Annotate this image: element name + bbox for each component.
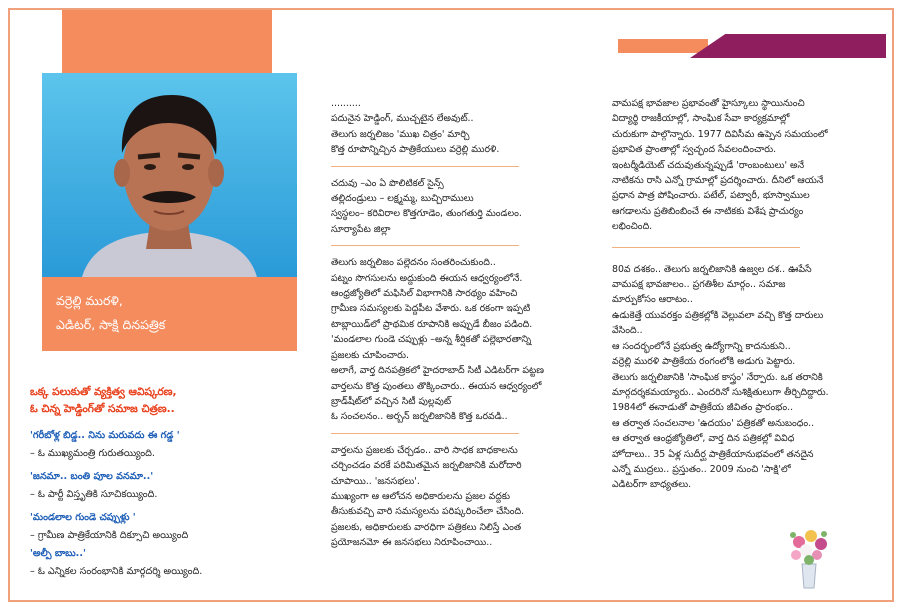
text-line: లభించింది. bbox=[612, 221, 653, 233]
text-line: చదువు –ఎం ఏ పొలిటికల్ సైన్స్ bbox=[331, 177, 444, 189]
text-line: చర్చించడం వరకే పరిమితమైన జర్నలిజానికి మరోదారి bbox=[331, 460, 522, 472]
portrait-illustration bbox=[42, 73, 297, 277]
right-section-career bbox=[612, 262, 882, 493]
text-line: ఆగడాలను ప్రతిబింబించే ఈ నాటికకు విశేష ప్రాచుర్యం bbox=[612, 205, 804, 217]
text-line: ప్రజలకు చూపించారు. bbox=[331, 349, 409, 361]
text-line: వామపక్ష భావజాలం.. ప్రగతిశీల మార్గం.. సమాజ bbox=[612, 279, 786, 291]
headline-item-note: – ఓ ఎన్నికల సంరంభానికి మార్గదర్శి అయ్యింది. bbox=[30, 566, 203, 577]
text-line: పట్నం సొగసులను అద్దుకుంది ఈయన ఆధ్వర్యంలోనే. bbox=[331, 272, 523, 284]
text-line: మార్గదర్శకమయ్యారు.. ఎందరినో సుశిక్షితులుగా తీర్చిదిద్దారు. bbox=[612, 386, 829, 398]
text-line: 1984లో ఈనాడుతో పాత్రికేయ జీవితం ప్రారంభం.. bbox=[612, 402, 794, 414]
text-line: తల్లిదండ్రులు – లక్ష్మమ్మ, బుచ్చిరాములు bbox=[331, 193, 474, 205]
text-line: నాటికను రాసి ఎన్నో గ్రామాల్లో ప్రదర్శించారు. దీనిలో ఆయనే bbox=[612, 175, 824, 187]
section-divider bbox=[331, 433, 519, 434]
middle-section-bio bbox=[331, 176, 586, 238]
text-line: చురుకుగా పాల్గొన్నారు. 1977 దివిసీమ ఉప్పెన సమయంలో bbox=[612, 128, 828, 140]
accent-bar-orange bbox=[618, 39, 708, 53]
bouquet-icon bbox=[784, 524, 834, 590]
section-divider bbox=[331, 245, 519, 246]
text-line: తెలుగు జర్నలిజం పల్లెదనం సంతరించుకుంది.. bbox=[331, 257, 496, 269]
text-line: ఇంటర్మీడియెట్ చదువుతున్నప్పుడే 'రాంబంటులు' అనే bbox=[612, 159, 805, 171]
text-line: వార్తలను కొత్త పుంతలు తొక్కించారు.. ఈయన ఆధ్వర్యంలో bbox=[331, 380, 542, 392]
text-line: వామపక్ష భావజాల ప్రభావంతో హైస్కూలు స్థాయినుంచి bbox=[612, 98, 805, 109]
text-line: ఆ తర్వాత ఆంధ్రజ్యోతిలో, వార్త దిన పత్రికల్లో వివిధ bbox=[612, 433, 795, 445]
text-line: ప్రజలకు, అధికారులకు వారధిగా పత్రికలు నిలిస్తే ఎంత bbox=[331, 521, 522, 533]
headline-item-note: – ఓ ముఖ్యమంత్రి గురుతయ్యింది. bbox=[30, 448, 155, 459]
nameplate bbox=[42, 277, 297, 351]
text-line: ఓ సంచలనం.. అర్బన్ జర్నలిజానికి కొత్త ఒరవడి.. bbox=[331, 411, 508, 423]
text-line: తెలుగు జర్నలిజం 'ముఖ చిత్రం' మార్చి bbox=[331, 128, 470, 140]
middle-section-rural-journalism bbox=[331, 255, 586, 424]
intro-quote-line-1: ఒక్క పలుకుతో వ్యక్తిత్వ ఆవిష్కరణ, bbox=[30, 386, 177, 398]
text-line: విద్యార్థి రాజకీయాల్లో, సాంఘిక సేవా కార్యక్రమాల్లో bbox=[612, 113, 790, 125]
text-line: ప్రభావిత ప్రాంతాల్లో స్వచ్ఛంద సేవలందించారు. bbox=[612, 144, 777, 156]
text-line: బ్రాడ్‌షీట్‌లో వచ్చిన సిటీ పుల్లవుట్ bbox=[331, 395, 452, 407]
left-column bbox=[30, 384, 300, 581]
text-line: వర్రెల్లి మురళి పాత్రికేయ రంగంలోకి అడుగు పెట్టారు. bbox=[612, 356, 796, 368]
portrait-photo bbox=[42, 73, 297, 277]
right-section-early-life bbox=[612, 96, 882, 235]
headline-item-title: 'జనమా.. బంతి పూల వనమా..' bbox=[30, 471, 154, 482]
person-name: వర్రెల్లి మురళి, bbox=[56, 293, 123, 308]
text-line: ఆ సందర్భంలోనే ప్రభుత్వ ఉద్యోగాన్ని కాదనుకుని.. bbox=[612, 340, 791, 352]
text-line: హోదాలు.. 35 ఏళ్ల సుదీర్ఘ పాత్రికేయానుభవంలో తనదైన bbox=[612, 448, 814, 460]
accent-bar-purple bbox=[690, 34, 886, 58]
text-line: ప్రయోజనమో ఈ జనసభలు నిరూపించాయి.. bbox=[331, 537, 493, 549]
text-line: మార్పుకోసం ఆరాటం.. bbox=[612, 294, 693, 306]
text-line: స్వస్థలం– కరివిరాల కొత్తగూడెం, తుంగతుర్తి మండలం. bbox=[331, 208, 522, 220]
person-designation: ఎడిటర్, సాక్షి దినపత్రిక bbox=[56, 317, 166, 332]
flower-bouquet-image bbox=[784, 524, 834, 590]
text-line: తీసుకువచ్చి వారి సమస్యలను పరిష్కరించేలా చేసింది. bbox=[331, 506, 525, 518]
section-divider bbox=[331, 166, 519, 167]
section-divider bbox=[612, 247, 800, 248]
middle-section-janasabhalu bbox=[331, 443, 586, 551]
right-column bbox=[612, 96, 882, 493]
middle-column bbox=[331, 96, 586, 551]
text-line: ఆ తర్వాత సంచలనాల 'ఉదయం' పత్రికతో అనుబంధం.. bbox=[612, 417, 815, 429]
text-line: 80వ దశకం.. తెలుగు జర్నలిజానికి ఉజ్వల దశ.. ఊపేసే bbox=[612, 263, 812, 275]
text-line: వార్తలను ప్రజలకు చేర్చడం.. వారి సాధక బాధకాలను bbox=[331, 444, 518, 456]
headline-item-note: – గ్రామీణ పాత్రికేయానికి దిక్సూచి అయ్యింది bbox=[30, 530, 189, 541]
text-line: టాబ్లాయిడ్‌లో ప్రాథమిక రూపానికి అప్పుడే బీజం పడింది. bbox=[331, 318, 533, 330]
text-line: అలాగే, వార్త దినపత్రికలో హైదరాబాద్ సిటీ ఎడిటర్‌గా పట్టణ bbox=[331, 365, 545, 377]
text-line: ఆంధ్రజ్యోతిలో మఫిసిల్ విభాగానికి సారథ్యం వహించి bbox=[331, 288, 518, 300]
text-line: వేసింది.. bbox=[612, 325, 643, 337]
text-line: తెలుగు జర్నలిజానికి 'సాంఘిక కాస్త్రం' నేర్పారు. ఒక తరానికి bbox=[612, 371, 823, 383]
text-line: ముఖ్యంగా ఆ ఆలోచన అధికారులను ప్రజల వద్దకు bbox=[331, 490, 511, 502]
text-line: ఎన్నో ముద్రలు.. ప్రస్తుతం.. 2009 నుంచి 'సాక్షి'లో bbox=[612, 463, 791, 475]
headline-item-title: 'మండలాల గుండె చప్పుళ్లు ' bbox=[30, 512, 136, 523]
headline-item-title: 'అల్పీ బాబు..' bbox=[30, 548, 86, 559]
text-line: .......... bbox=[331, 98, 361, 109]
headline-item-title: 'గరీబోళ్ల బిడ్డ.. నిను మరువదు ఈ గడ్డ ' bbox=[30, 430, 180, 441]
headline-item-note: – ఓ పార్టీ విస్తృతికి సూచికయ్యింది. bbox=[30, 489, 158, 500]
text-line: కొత్త రూపొన్నిచ్చిన పాత్రికేయులు వర్రెల్లి మురళి. bbox=[331, 144, 500, 156]
text-line: సూర్యాపేట జిల్లా bbox=[331, 223, 391, 235]
text-line: పదునైన హెడ్డింగ్, ముచ్చటైన లేఅవుట్.. bbox=[331, 113, 474, 125]
text-line: గ్రామీణ సమస్యలకు పెద్దపీట వేశారు. ఒక రకంగా ఇప్పటి bbox=[331, 303, 531, 315]
text-line: 'మండలాల గుండె చప్పుళ్లు –అన్న శీర్షికతో పల్లెభారతాన్ని bbox=[331, 334, 532, 346]
middle-section-intro bbox=[331, 96, 586, 158]
text-line: చూపాయి.. 'జనసభలు'. bbox=[331, 475, 420, 487]
text-line: ఉడుకెత్తే యువరక్తం పత్రికల్లోకి వెల్లువలా వచ్చి కొత్త దారులు bbox=[612, 309, 824, 321]
header-accent-bar bbox=[618, 34, 886, 58]
text-line: ఎడిటర్‌గా బాధ్యతలు. bbox=[612, 479, 692, 491]
intro-quote-line-2: ఓ చిన్న హెడ్డింగ్‌తో సమాజ చిత్రణ.. bbox=[30, 403, 175, 415]
top-accent-block bbox=[62, 10, 272, 80]
text-line: ప్రధాన పాత్ర పోషించారు. పటేల్, పట్వారీ, భూస్వాముల bbox=[612, 190, 810, 202]
